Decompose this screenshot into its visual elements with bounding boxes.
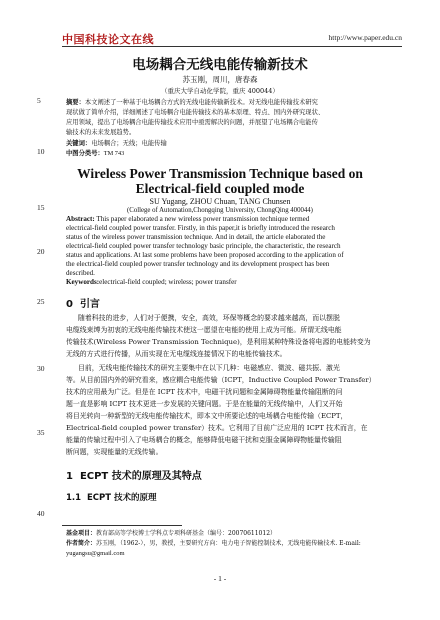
abstract-cn-line: 输技术的未来发展趋势。 [66, 129, 136, 136]
abstract-cn-label: 摘要： [66, 99, 85, 106]
journal-logo: 中国科技论文在线 [62, 33, 154, 46]
authors-en: SU Yugang, ZHOU Chuan, TANG Chunsen [149, 197, 291, 206]
clc-cn-label: 中图分类号： [66, 150, 104, 157]
keywords-en: Keywords:electrical-field coupled; wireless; power transfer [66, 278, 237, 286]
title-cn: 电场耦合无线电能传输新技术 [132, 57, 308, 73]
affiliation-en: (College of Automation,Chongqing University, ChongQing 400044) [127, 207, 313, 214]
body-line: 将目光转向一种新型的无线电能传输技术，即本文中所要论述的电场耦合电能传输（ECPT， [66, 412, 348, 420]
page-header [62, 31, 402, 45]
footnote-rule [62, 525, 182, 526]
line-number: 35 [37, 428, 45, 437]
keywords-en-label: Keywords: [66, 278, 100, 286]
footnote-email[interactable]: yugangsu@gmail.com [66, 550, 125, 557]
page-number: - 1 - [213, 574, 227, 583]
keywords-cn-label: 关键词： [66, 140, 92, 147]
body-line: 传输技术(Wireless Power Transmission Technique)，是利用某种特殊设备将电源的电能转变为 [66, 338, 371, 346]
abstract-en-line: status and applications. At last some problems have been proposed according to the application of [66, 251, 344, 259]
abstract-en-line: status of the wireless power transmission technique. And in detail, the article elaborated the [66, 233, 326, 241]
body-line: 随着科技的进步，人们对于便携，安全，高效，环保等概念的要求越来越高，而以摆脱 [78, 314, 340, 322]
line-number: 10 [37, 147, 45, 156]
abstract-en-line: electrical-field coupled power transfer. Firstly, in this paper,it is briefly introduced the research [66, 224, 335, 232]
body-line: 技术的应用最为广泛。但是在 ICPT 技术中，电磁干扰问题和金属障碍物能量传输阻断的问 [66, 388, 343, 396]
header-rule [62, 46, 402, 47]
abstract-en-line: electrical-field coupled power transfer technology basic principle, the characteristic, the research [66, 242, 341, 250]
body-line: 无线的方式进行传播，从而实现在无电缆线连接情况下的电能传输技术。 [66, 350, 287, 358]
abstract-en-line: Abstract: This paper elaborated a new wireless power transmission technique termed [66, 215, 310, 223]
title-en-line1: Wireless Power Transmission Technique based on [77, 166, 363, 181]
body-line: 目前，无线电能传输技术的研究主要集中在以下几种：电磁感应、微波、磁共振、激光 [78, 364, 340, 372]
section-heading-0: 0 引言 [66, 299, 100, 310]
abstract-en-label: Abstract: [66, 215, 95, 223]
body-line: 电缆线束缚为初衷的无线电能传输技术使这一愿望在电能的使用上成为可能。所谓无线电能 [66, 326, 342, 334]
abstract-cn-line: 现状做了简单介绍，详细阐述了电场耦合电能传输技术的基本原理、特点、国内外研究现状、 [66, 109, 325, 116]
body-line: 等。从目前国内外的研究看来，感应耦合电能传输（ICPT，Inductive Coupled Power Transfer） [66, 376, 376, 384]
body-line: 能量的传输过程中引入了电场耦合的概念，能够降低电磁干扰和克服金属障碍物能量传输阻 [66, 436, 342, 444]
footnote-author: 作者简介：苏玉刚，（1962-），男，教授，主要研究方向：电力电子智能控制技术，无线电能传输技术. E-mail: [66, 540, 361, 547]
line-number: 30 [37, 364, 45, 373]
body-line: 断问题，实现能量的无线传输。 [66, 448, 163, 456]
body-line: Electrical-field coupled power transfer）技术。它利用了目前广泛应用的 ICPT 技术而言，在 [66, 424, 368, 432]
footnote-fund: 基金项目：教育部高等学校博士学科点专项科研基金（编号：20070611012） [66, 530, 277, 537]
line-number: 20 [37, 247, 45, 256]
section-heading-1: 1 ECPT 技术的原理及其特点 [66, 471, 202, 482]
line-number: 25 [37, 297, 45, 306]
keywords-cn: 关键词：电场耦合；无线；电能传输 [66, 140, 167, 147]
title-en-line2: Electrical-field coupled mode [135, 181, 305, 196]
abstract-en-line: described. [66, 269, 95, 277]
clc-cn: 中图分类号：TM 743 [66, 150, 125, 157]
line-number: 5 [37, 96, 41, 105]
line-number: 15 [37, 203, 45, 212]
authors-cn: 苏玉刚，周川，唐春森 [182, 75, 258, 84]
line-number: 40 [37, 509, 45, 518]
abstract-en-line: the electrical-field coupled power transfer technology and its development prospect has been [66, 260, 330, 268]
abstract-cn-line: 摘要：本文阐述了一种基于电场耦合方式的无线电能传输新技术。对无线电能传输技术研究 [66, 99, 318, 106]
section-heading-1-1: 1.1 ECPT 技术的原理 [66, 493, 157, 503]
body-line: 题一直是影响 ICPT 技术更进一步发展的关键问题。于是在能量的无线传输中，人们又开始 [66, 400, 343, 408]
footnote-fund-label: 基金项目： [66, 530, 97, 537]
footnote-author-label: 作者简介： [66, 540, 97, 547]
header-url[interactable]: http://www.paper.edu.cn [328, 33, 402, 42]
abstract-cn-line: 应用领域，提出了电场耦合电能传输技术应用中亟需解决的问题，并展望了电场耦合电能传 [66, 119, 318, 126]
affiliation-cn: （重庆大学自动化学院，重庆 400044） [161, 87, 279, 95]
